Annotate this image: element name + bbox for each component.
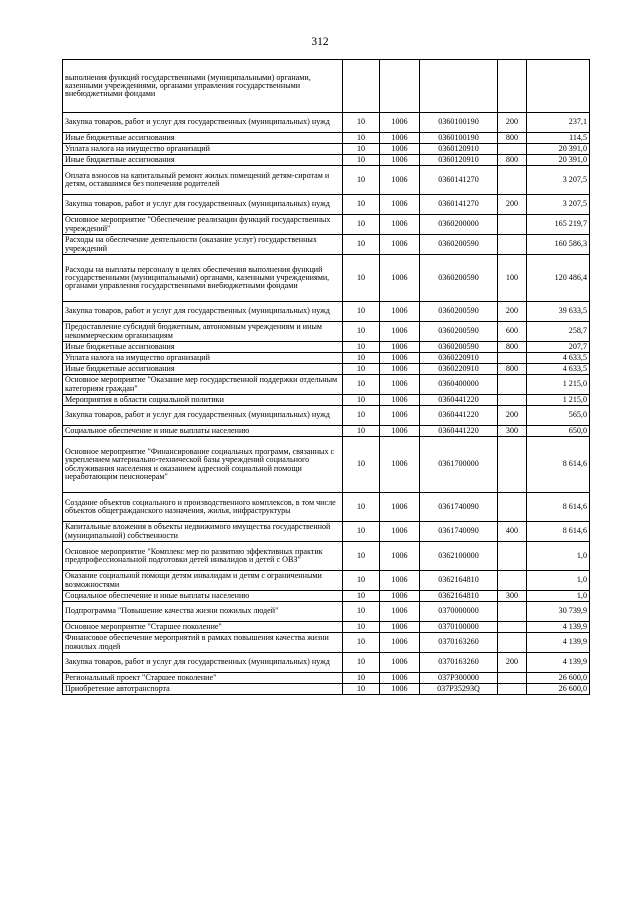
row-section: 10 <box>343 542 380 571</box>
row-section: 10 <box>343 133 380 144</box>
row-expense-type <box>498 542 527 571</box>
row-subsection: 1006 <box>380 653 420 673</box>
row-section: 10 <box>343 302 380 322</box>
row-subsection: 1006 <box>380 342 420 353</box>
table-row <box>63 395 590 406</box>
table-row <box>63 571 590 591</box>
row-section: 10 <box>343 653 380 673</box>
row-name: Иные бюджетные ассигнования <box>63 364 343 375</box>
row-subsection: 1006 <box>380 113 420 133</box>
row-subsection: 1006 <box>380 571 420 591</box>
row-expense-type <box>498 375 527 395</box>
row-name: Основное мероприятие "Оказание мер государственной поддержки отдельным категориям граждан" <box>63 375 343 395</box>
row-target-article: 0370163260 <box>420 633 498 653</box>
table-row <box>63 542 590 571</box>
row-target-article: 0360141270 <box>420 166 498 195</box>
row-expense-type <box>498 235 527 255</box>
row-target-article: 0362164810 <box>420 591 498 602</box>
row-amount: 4 139,9 <box>527 633 590 653</box>
row-amount: 3 207,5 <box>527 195 590 215</box>
row-section: 10 <box>343 437 380 493</box>
row-name: Иные бюджетные ассигнования <box>63 133 343 144</box>
row-subsection: 1006 <box>380 633 420 653</box>
table-row <box>63 60 590 113</box>
row-subsection: 1006 <box>380 255 420 302</box>
row-amount: 1,0 <box>527 571 590 591</box>
row-subsection <box>380 60 420 113</box>
row-subsection: 1006 <box>380 215 420 235</box>
row-name: Капитальные вложения в объекты недвижимого имущества государственной (муниципальной) собственности <box>63 522 343 542</box>
table-row <box>63 684 590 695</box>
budget-table-body <box>63 60 590 695</box>
row-section: 10 <box>343 215 380 235</box>
row-name: Иные бюджетные ассигнования <box>63 155 343 166</box>
row-name: выполнения функций государственными (муниципальными) органами, казенными учреждениями, органами управления государственными внебюджетными фондами <box>63 60 343 113</box>
row-subsection: 1006 <box>380 522 420 542</box>
row-expense-type <box>498 353 527 364</box>
row-amount: 650,0 <box>527 426 590 437</box>
row-expense-type <box>498 673 527 684</box>
row-section: 10 <box>343 602 380 622</box>
row-target-article: 0360120910 <box>420 155 498 166</box>
row-expense-type: 400 <box>498 522 527 542</box>
table-row <box>63 302 590 322</box>
row-subsection: 1006 <box>380 375 420 395</box>
row-name: Закупка товаров, работ и услуг для государственных (муниципальных) нужд <box>63 302 343 322</box>
row-expense-type: 200 <box>498 113 527 133</box>
row-target-article: 0360200590 <box>420 322 498 342</box>
row-expense-type: 600 <box>498 322 527 342</box>
row-subsection: 1006 <box>380 302 420 322</box>
row-name: Региональный проект "Старшее поколение" <box>63 673 343 684</box>
row-name: Расходы на выплаты персоналу в целях обеспечения выполнения функций государственными (муниципальными) органами, казенными учреждениями, органами управления государственными внебюджетными фондами <box>63 255 343 302</box>
row-amount: 4 139,9 <box>527 622 590 633</box>
row-target-article: 037P35293Q <box>420 684 498 695</box>
row-amount: 26 600,0 <box>527 684 590 695</box>
row-amount: 3 207,5 <box>527 166 590 195</box>
row-section: 10 <box>343 493 380 522</box>
row-name: Основное мероприятие "Финансирование социальных программ, связанных с укреплением материально-технической базы учреждений социального обслуживания населения и оказанием адресной социальной помощи неработающим пенсионерам" <box>63 437 343 493</box>
table-row <box>63 602 590 622</box>
budget-table <box>62 59 590 695</box>
row-amount: 4 633,5 <box>527 353 590 364</box>
row-subsection: 1006 <box>380 684 420 695</box>
row-expense-type <box>498 493 527 522</box>
row-target-article: 0360441220 <box>420 426 498 437</box>
row-expense-type: 800 <box>498 155 527 166</box>
row-name: Оплата взносов на капитальный ремонт жилых помещений детям-сиротам и детям, оставшимся без попечения родителей <box>63 166 343 195</box>
row-name: Приобретение автотранспорта <box>63 684 343 695</box>
row-amount: 30 739,9 <box>527 602 590 622</box>
row-expense-type: 300 <box>498 591 527 602</box>
row-subsection: 1006 <box>380 322 420 342</box>
row-target-article: 0360441220 <box>420 406 498 426</box>
table-row <box>63 353 590 364</box>
row-target-article: 0370163260 <box>420 653 498 673</box>
row-subsection: 1006 <box>380 622 420 633</box>
row-subsection: 1006 <box>380 591 420 602</box>
row-name: Иные бюджетные ассигнования <box>63 342 343 353</box>
row-section: 10 <box>343 684 380 695</box>
row-amount: 1 215,0 <box>527 395 590 406</box>
row-subsection: 1006 <box>380 673 420 684</box>
row-name: Основное мероприятие "Старшее поколение" <box>63 622 343 633</box>
row-target-article: 0360200590 <box>420 235 498 255</box>
row-name: Мероприятия в области социальной политики <box>63 395 343 406</box>
row-target-article: 0360141270 <box>420 195 498 215</box>
row-name: Закупка товаров, работ и услуг для государственных (муниципальных) нужд <box>63 406 343 426</box>
row-amount: 165 219,7 <box>527 215 590 235</box>
row-subsection: 1006 <box>380 155 420 166</box>
row-name: Социальное обеспечение и иные выплаты населению <box>63 426 343 437</box>
row-amount: 120 486,4 <box>527 255 590 302</box>
row-target-article: 0360120910 <box>420 144 498 155</box>
table-row <box>63 622 590 633</box>
table-row <box>63 235 590 255</box>
row-expense-type <box>498 144 527 155</box>
row-subsection: 1006 <box>380 133 420 144</box>
row-name: Основное мероприятие "Комплекс мер по развитию эффективных практик предпрофессиональной подготовки детей инвалидов и детей с ОВЗ" <box>63 542 343 571</box>
table-row <box>63 653 590 673</box>
row-section: 10 <box>343 364 380 375</box>
table-row <box>63 406 590 426</box>
table-row <box>63 426 590 437</box>
table-row <box>63 673 590 684</box>
row-section: 10 <box>343 353 380 364</box>
row-name: Уплата налога на имущество организаций <box>63 353 343 364</box>
row-section: 10 <box>343 166 380 195</box>
row-name: Закупка товаров, работ и услуг для государственных (муниципальных) нужд <box>63 195 343 215</box>
row-name: Социальное обеспечение и иные выплаты населению <box>63 591 343 602</box>
row-section: 10 <box>343 195 380 215</box>
row-amount: 20 391,0 <box>527 144 590 155</box>
row-subsection: 1006 <box>380 364 420 375</box>
table-row <box>63 113 590 133</box>
table-row <box>63 322 590 342</box>
row-amount: 1,0 <box>527 591 590 602</box>
row-name: Закупка товаров, работ и услуг для государственных (муниципальных) нужд <box>63 653 343 673</box>
row-amount: 8 614,6 <box>527 437 590 493</box>
row-target-article: 0360200590 <box>420 302 498 322</box>
table-row <box>63 591 590 602</box>
row-section: 10 <box>343 673 380 684</box>
row-name: Предоставление субсидий бюджетным, автономным учреждениям и иным некоммерческим организациям <box>63 322 343 342</box>
row-subsection: 1006 <box>380 602 420 622</box>
row-expense-type: 100 <box>498 255 527 302</box>
row-target-article: 0362164810 <box>420 571 498 591</box>
row-target-article: 0370100000 <box>420 622 498 633</box>
row-section: 10 <box>343 155 380 166</box>
row-section: 10 <box>343 633 380 653</box>
row-amount: 26 600,0 <box>527 673 590 684</box>
row-expense-type <box>498 571 527 591</box>
row-expense-type: 200 <box>498 195 527 215</box>
row-expense-type <box>498 684 527 695</box>
row-name: Расходы на обеспечение деятельности (оказание услуг) государственных учреждений <box>63 235 343 255</box>
row-amount: 4 633,5 <box>527 364 590 375</box>
table-row <box>63 215 590 235</box>
row-section: 10 <box>343 375 380 395</box>
row-amount: 8 614,6 <box>527 522 590 542</box>
row-target-article: 0362100000 <box>420 542 498 571</box>
row-section: 10 <box>343 591 380 602</box>
table-row <box>63 195 590 215</box>
row-subsection: 1006 <box>380 493 420 522</box>
row-expense-type <box>498 166 527 195</box>
row-expense-type: 800 <box>498 342 527 353</box>
row-target-article: 0360200590 <box>420 342 498 353</box>
row-amount: 1 215,0 <box>527 375 590 395</box>
row-target-article: 0361700000 <box>420 437 498 493</box>
row-target-article: 0370000000 <box>420 602 498 622</box>
row-subsection: 1006 <box>380 353 420 364</box>
row-section: 10 <box>343 571 380 591</box>
row-target-article: 0360100190 <box>420 133 498 144</box>
row-subsection: 1006 <box>380 426 420 437</box>
row-section: 10 <box>343 522 380 542</box>
row-section: 10 <box>343 235 380 255</box>
row-amount: 258,7 <box>527 322 590 342</box>
row-expense-type <box>498 602 527 622</box>
row-amount: 237,1 <box>527 113 590 133</box>
table-row <box>63 144 590 155</box>
row-amount: 1,0 <box>527 542 590 571</box>
row-name: Создание объектов социального и производственного комплексов, в том числе объектов общегражданского назначения, жилья, инфраструктуры <box>63 493 343 522</box>
row-name: Закупка товаров, работ и услуг для государственных (муниципальных) нужд <box>63 113 343 133</box>
row-expense-type <box>498 395 527 406</box>
row-subsection: 1006 <box>380 406 420 426</box>
row-target-article: 0360441220 <box>420 395 498 406</box>
row-amount: 207,7 <box>527 342 590 353</box>
table-row <box>63 522 590 542</box>
row-expense-type <box>498 633 527 653</box>
row-name: Финансовое обеспечение мероприятий в рамках повышения качества жизни пожилых людей <box>63 633 343 653</box>
row-subsection: 1006 <box>380 395 420 406</box>
row-name: Оказание социальной помощи детям инвалидам и детям с ограниченными возможностями <box>63 571 343 591</box>
table-row <box>63 155 590 166</box>
row-section: 10 <box>343 342 380 353</box>
table-row <box>63 437 590 493</box>
row-section: 10 <box>343 622 380 633</box>
row-subsection: 1006 <box>380 235 420 255</box>
row-section: 10 <box>343 395 380 406</box>
table-row <box>63 364 590 375</box>
row-expense-type: 200 <box>498 302 527 322</box>
table-row <box>63 133 590 144</box>
row-target-article <box>420 60 498 113</box>
row-expense-type <box>498 622 527 633</box>
row-expense-type: 200 <box>498 653 527 673</box>
table-row <box>63 493 590 522</box>
row-subsection: 1006 <box>380 144 420 155</box>
row-expense-type: 300 <box>498 426 527 437</box>
row-section: 10 <box>343 144 380 155</box>
row-target-article: 037P300000 <box>420 673 498 684</box>
row-target-article: 0360100190 <box>420 113 498 133</box>
row-name: Основное мероприятие "Обеспечение реализации функций государственных учреждений" <box>63 215 343 235</box>
row-target-article: 0360220910 <box>420 364 498 375</box>
row-expense-type: 800 <box>498 364 527 375</box>
row-subsection: 1006 <box>380 542 420 571</box>
row-section: 10 <box>343 406 380 426</box>
row-amount: 39 633,5 <box>527 302 590 322</box>
row-expense-type <box>498 215 527 235</box>
row-amount: 8 614,6 <box>527 493 590 522</box>
row-subsection: 1006 <box>380 166 420 195</box>
row-target-article: 0360200590 <box>420 255 498 302</box>
row-section: 10 <box>343 322 380 342</box>
row-amount: 114,5 <box>527 133 590 144</box>
row-amount: 4 139,9 <box>527 653 590 673</box>
row-target-article: 0360200000 <box>420 215 498 235</box>
row-subsection: 1006 <box>380 195 420 215</box>
row-expense-type <box>498 60 527 113</box>
row-subsection: 1006 <box>380 437 420 493</box>
row-name: Подпрограмма "Повышение качества жизни пожилых людей" <box>63 602 343 622</box>
table-row <box>63 255 590 302</box>
table-row <box>63 633 590 653</box>
table-row <box>63 166 590 195</box>
row-expense-type: 200 <box>498 406 527 426</box>
row-expense-type <box>498 437 527 493</box>
row-target-article: 0360220910 <box>420 353 498 364</box>
row-amount: 160 586,3 <box>527 235 590 255</box>
row-section: 10 <box>343 255 380 302</box>
row-target-article: 0360400000 <box>420 375 498 395</box>
row-amount <box>527 60 590 113</box>
row-amount: 20 391,0 <box>527 155 590 166</box>
row-target-article: 0361740090 <box>420 493 498 522</box>
row-target-article: 0361740090 <box>420 522 498 542</box>
row-section: 10 <box>343 113 380 133</box>
row-expense-type: 800 <box>498 133 527 144</box>
row-section <box>343 60 380 113</box>
row-name: Уплата налога на имущество организаций <box>63 144 343 155</box>
row-amount: 565,0 <box>527 406 590 426</box>
table-row <box>63 342 590 353</box>
table-row <box>63 375 590 395</box>
row-section: 10 <box>343 426 380 437</box>
page-number: 312 <box>311 36 329 48</box>
